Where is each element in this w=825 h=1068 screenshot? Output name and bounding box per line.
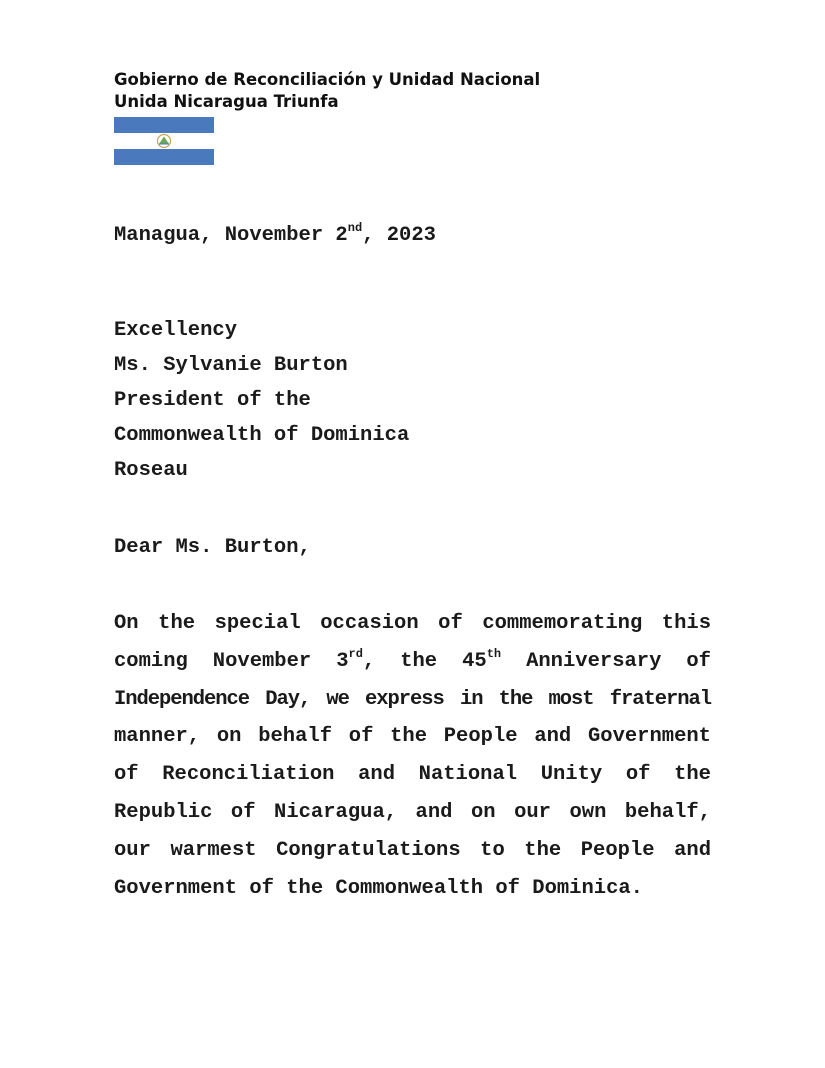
letterhead [114,69,540,113]
body-line: Independence Day, we express in the most fraternal [114,687,711,711]
body-text: Anniversary of [501,649,711,673]
letterhead-government-name: Gobierno de Reconciliación y Unidad Nacional [114,70,541,89]
recipient-line: President of the [114,389,311,412]
flag-graphic [114,117,214,165]
recipient-line: Roseau [114,459,188,482]
ordinal: th [486,646,502,661]
recipient-block [114,313,409,488]
body-line: of Reconciliation and National Unity of the [114,763,711,787]
body-text: coming November 3 [114,649,349,673]
body-text: , the 45 [362,649,487,673]
recipient-line: Commonwealth of Dominica [114,424,410,447]
letter-body [114,605,711,907]
flag-bottom-stripe [114,149,214,165]
body-line [114,643,711,681]
letterhead-slogan: Unida Nicaragua Triunfa [114,92,339,111]
flag-top-stripe [114,117,214,133]
recipient-line: Ms. Sylvanie Burton [114,354,348,377]
dateline [114,221,436,247]
dateline-year: , 2023 [362,224,436,247]
body-line: manner, on behalf of the People and Government [114,725,711,749]
dateline-ordinal: nd [347,221,363,235]
body-line: On the special occasion of commemorating this [114,612,711,635]
ordinal: rd [348,646,363,661]
nicaragua-flag [114,117,214,165]
recipient-line: Excellency [114,319,238,342]
body-line: our warmest Congratulations to the People and [114,838,711,862]
dateline-text: Managua, November 2 [114,224,348,247]
salutation: Dear Ms. Burton, [114,536,311,559]
body-line: Government of the Commonwealth of Dominica. [114,876,643,900]
body-line: Republic of Nicaragua, and on our own behalf, [114,800,711,824]
